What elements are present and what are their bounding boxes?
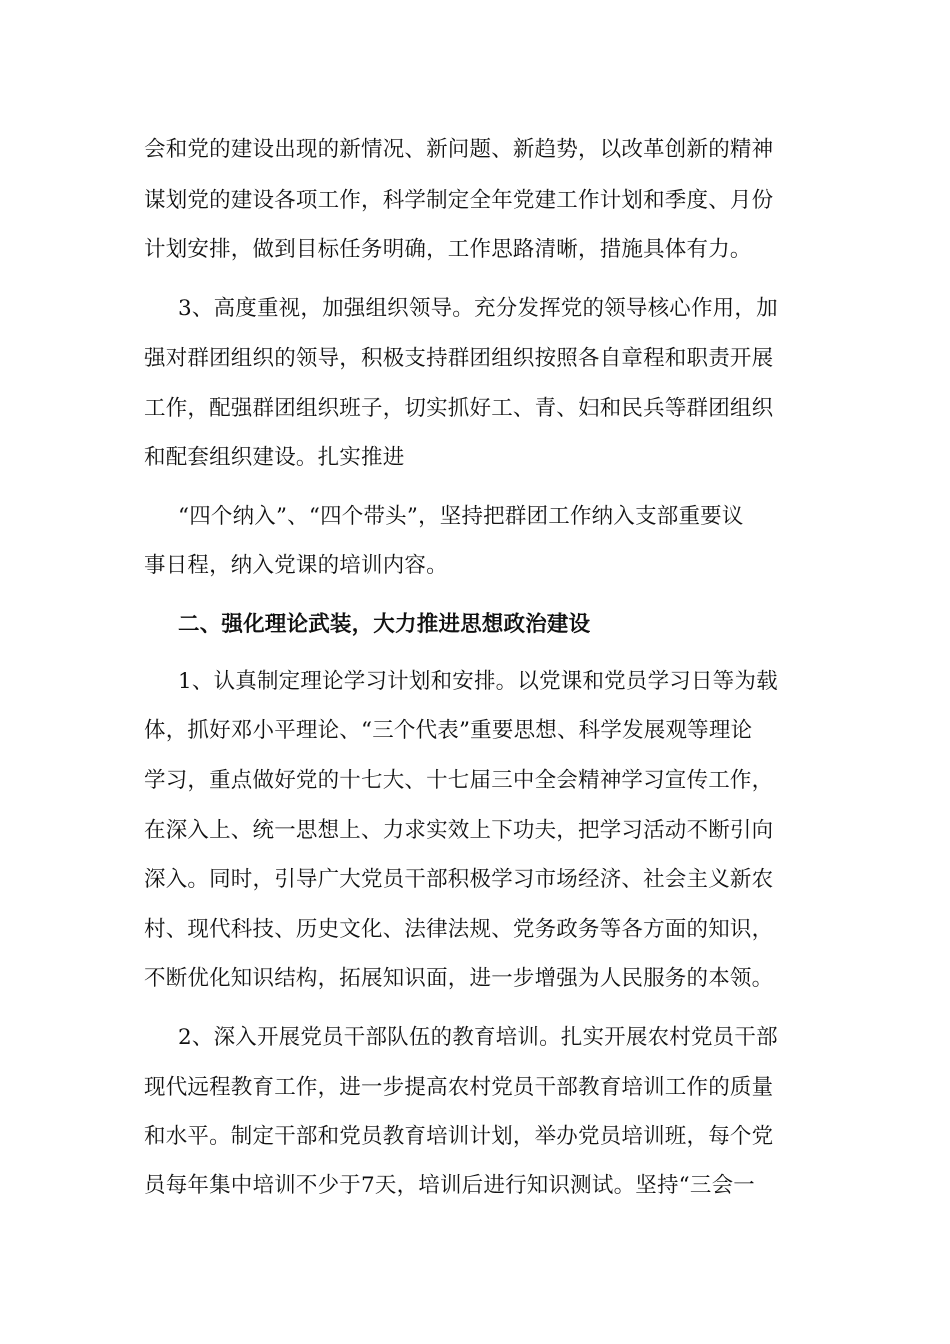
paragraph-line: 3、高度重视，加强组织领导。充分发挥党的领导核心作用，加 xyxy=(178,296,778,321)
paragraph-line: 会和党的建设出现的新情况、新问题、新趋势，以改革创新的精神 xyxy=(144,137,774,162)
paragraph-line: 2、深入开展党员干部队伍的教育培训。扎实开展农村党员干部 xyxy=(178,1025,778,1050)
paragraph-line: 员每年集中培训不少于7天，培训后进行知识测试。坚持“三会一 xyxy=(144,1173,755,1198)
paragraph-line: 学习，重点做好党的十七大、十七届三中全会精神学习宣传工作， xyxy=(144,768,774,793)
paragraph-line: 谋划党的建设各项工作，科学制定全年党建工作计划和季度、月份 xyxy=(144,188,774,213)
paragraph-line: 体，抓好邓小平理论、“三个代表”重要思想、科学发展观等理论 xyxy=(144,718,753,743)
paragraph-line: 深入。同时，引导广大党员干部积极学习市场经济、社会主义新农 xyxy=(144,867,774,892)
paragraph-line: 和水平。制定干部和党员教育培训计划，举办党员培训班，每个党 xyxy=(144,1124,774,1149)
paragraph-line: 1、认真制定理论学习计划和安排。以党课和党员学习日等为载 xyxy=(178,669,778,694)
paragraph-line: 在深入上、统一思想上、力求实效上下功夫，把学习活动不断引向 xyxy=(144,818,774,843)
paragraph-line: 不断优化知识结构，拓展知识面，进一步增强为人民服务的本领。 xyxy=(144,966,774,991)
paragraph-line: 事日程，纳入党课的培训内容。 xyxy=(144,553,448,578)
paragraph-line: 工作，配强群团组织班子，切实抓好工、青、妇和民兵等群团组织 xyxy=(144,396,774,421)
paragraph-line: 村、现代科技、历史文化、法律法规、党务政务等各方面的知识， xyxy=(144,917,774,942)
paragraph-line: “四个纳入”、“四个带头”，坚持把群团工作纳入支部重要议 xyxy=(178,504,744,529)
paragraph-line: 和配套组织建设。扎实推进 xyxy=(144,445,405,470)
section-heading: 二、强化理论武装，大力推进思想政治建设 xyxy=(178,612,591,637)
paragraph-line: 强对群团组织的领导，积极支持群团组织按照各自章程和职责开展 xyxy=(144,346,774,371)
paragraph-line: 现代远程教育工作，进一步提高农村党员干部教育培训工作的质量 xyxy=(144,1075,774,1100)
paragraph-line: 计划安排，做到目标任务明确，工作思路清晰，措施具体有力。 xyxy=(144,237,752,262)
